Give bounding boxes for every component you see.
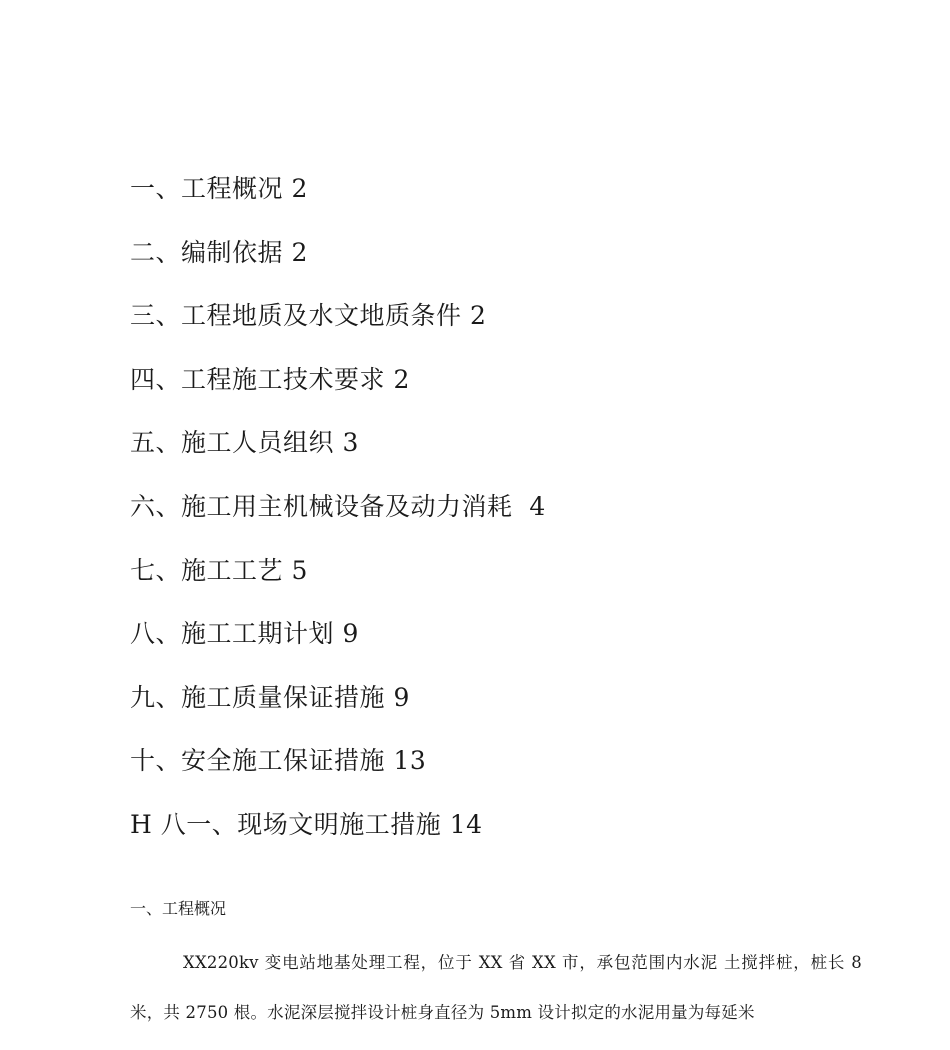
toc-item-4[interactable]: 四、工程施工技术要求 2 (130, 364, 410, 394)
toc-item-1[interactable]: 一、工程概况 2 (130, 174, 308, 203)
table-of-contents (130, 170, 890, 870)
toc-item-7[interactable]: 七、施工工艺 5 (130, 555, 308, 585)
toc-item-11[interactable]: H 八一、现场文明施工措施 14 (130, 809, 483, 839)
toc-item-5[interactable]: 五、施工人员组织 3 (130, 428, 359, 458)
toc-item-3[interactable]: 三、工程地质及水文地质条件 2 (130, 301, 487, 331)
toc-item-6[interactable]: 六、施工用主机械设备及动力消耗 4 (130, 491, 546, 521)
section-heading: 一、工程概况 (130, 899, 227, 918)
body-paragraph: XX220kv 变电站地基处理工程，位于 XX 省 XX 市，承包范围内水泥 土搅拌桩，桩长 8 米，共 2750 根。水泥深层搅拌设计桩身直径为 5mm 设计拟定的水泥用量为每延米 (130, 953, 862, 1022)
toc-item-10[interactable]: 十、安全施工保证措施 13 (130, 746, 427, 776)
toc-item-2[interactable]: 二、编制依据 2 (130, 237, 308, 267)
toc-item-9[interactable]: 九、施工质量保证措施 9 (130, 682, 410, 712)
toc-item-8[interactable]: 八、施工工期计划 9 (130, 619, 359, 649)
